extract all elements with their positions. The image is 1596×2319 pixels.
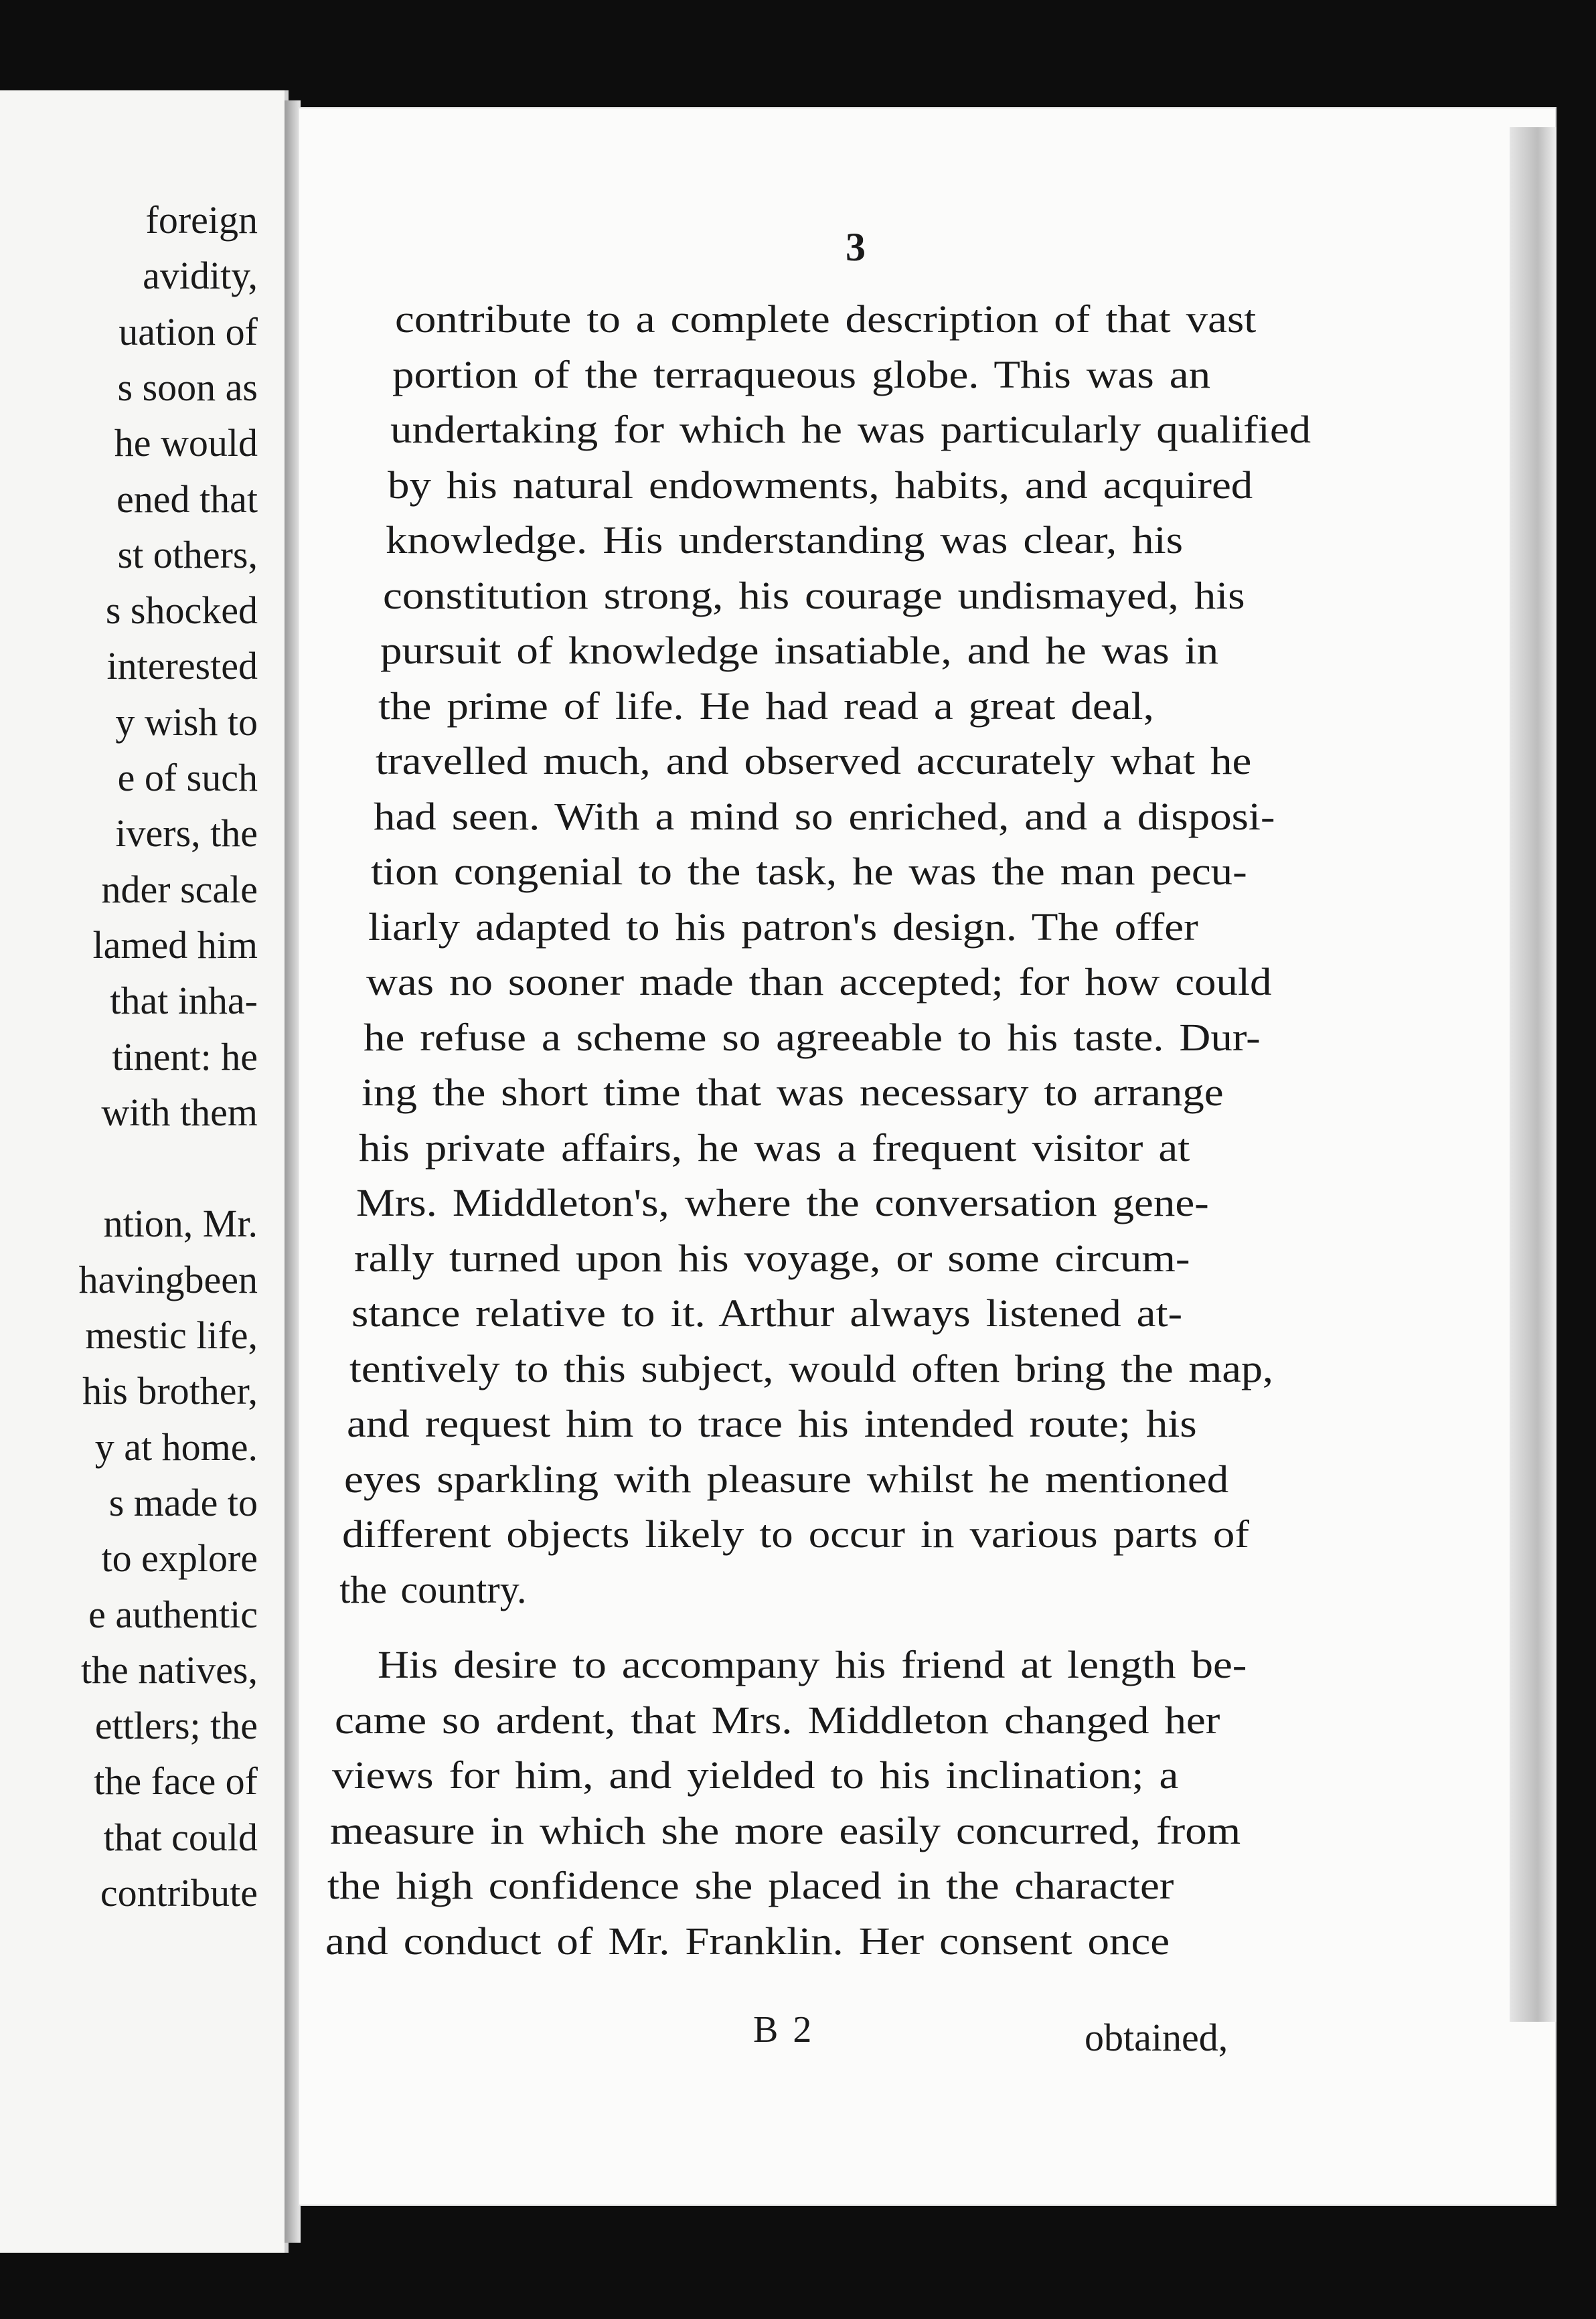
body-text-line: ing the short time that was necessary to arrange <box>361 1070 1224 1114</box>
left-text-line: e of such <box>117 756 258 799</box>
body-text-line: His desire to accompany his friend at length be- <box>377 1643 1247 1686</box>
left-text-line: ntion, Mr. <box>103 1202 258 1246</box>
body-text-line: he refuse a scheme so agreeable to his taste. Dur- <box>364 1015 1261 1059</box>
body-text-line: the high confidence she placed in the character <box>327 1864 1174 1907</box>
left-text-line: avidity, <box>143 254 258 298</box>
body-text-line: was no sooner made than accepted; for how could <box>366 960 1272 1004</box>
left-text-line: lamed him <box>92 923 258 967</box>
left-text-line: ivers, the <box>115 811 258 856</box>
left-text-line: mestic life, <box>85 1313 258 1357</box>
left-text-line: s made to <box>108 1480 258 1524</box>
body-text-line: had seen. With a mind so enriched, and a disposi- <box>373 794 1275 838</box>
left-text-line: the natives, <box>80 1648 258 1692</box>
left-text-line: the face of <box>94 1759 258 1804</box>
signature-mark: B 2 <box>753 2009 815 2051</box>
body-text-line: came so ardent, that Mrs. Middleton changed her <box>335 1698 1220 1742</box>
left-page <box>0 90 289 2253</box>
left-text-line: contribute <box>100 1871 258 1915</box>
left-text-line: s shocked <box>105 588 258 633</box>
left-text-line: ettlers; the <box>94 1704 258 1748</box>
left-text-line: e authentic <box>88 1592 258 1636</box>
catchword: obtained, <box>1085 2016 1228 2059</box>
left-text-line: s soon as <box>117 365 258 409</box>
body-text-line: portion of the terraqueous globe. This was an <box>392 352 1211 396</box>
body-text-line: and conduct of Mr. Franklin. Her consent once <box>325 1919 1170 1963</box>
body-text-line: Mrs. Middleton's, where the conversation gene- <box>356 1181 1210 1224</box>
left-text-line: y wish to <box>115 700 258 744</box>
body-text-line: undertaking for which he was particularly qualified <box>390 408 1311 451</box>
body-text-line: tentively to this subject, would often bring the map, <box>349 1346 1273 1390</box>
left-text-line: tinent: he <box>112 1034 258 1078</box>
left-text-line: ened that <box>116 477 258 521</box>
body-text-line: contribute to a complete description of that vast <box>395 297 1257 341</box>
body-text-line: constitution strong, his courage undismayed, his <box>383 573 1245 617</box>
body-text-line: eyes sparkling with pleasure whilst he mentioned <box>344 1457 1229 1501</box>
body-text-line: travelled much, and observed accurately what he <box>376 739 1252 783</box>
left-text-line: nder scale <box>101 867 258 911</box>
body-text-line: pursuit of knowledge insatiable, and he was in <box>380 629 1219 672</box>
body-text-line: and request him to trace his intended route; his <box>347 1402 1197 1445</box>
body-text-line: tion congenial to the task, he was the man pecu- <box>371 850 1247 893</box>
left-text-line: with them <box>101 1090 258 1134</box>
body-text-line: views for him, and yielded to his inclination; a <box>332 1753 1179 1797</box>
left-text-line: interested <box>106 644 258 688</box>
left-text-line: st others, <box>117 532 258 576</box>
body-text-line: measure in which she more easily concurred, from <box>329 1808 1241 1852</box>
left-text-line: havingbeen <box>78 1257 258 1301</box>
left-text-line: he would <box>114 421 258 465</box>
page-edge <box>1510 127 1557 2022</box>
body-text-line: different objects likely to occur in various parts of <box>341 1512 1249 1556</box>
left-text-line: to explore <box>101 1536 258 1581</box>
body-text-line: the prime of life. He had read a great deal, <box>378 684 1154 728</box>
body-text-line: the country. <box>339 1567 527 1611</box>
left-text-line: his brother, <box>82 1369 258 1413</box>
left-text-line: that inha- <box>110 979 258 1023</box>
body-text-line: knowledge. His understanding was clear, his <box>385 518 1183 562</box>
left-text-line: that could <box>103 1815 258 1859</box>
page-number: 3 <box>846 225 866 269</box>
left-text-line: foreign <box>145 198 258 242</box>
body-text-line: by his natural endowments, habits, and acquired <box>388 463 1253 507</box>
left-text-line: uation of <box>118 309 258 353</box>
body-text-line: his private affairs, he was a frequent visitor at <box>359 1125 1190 1170</box>
body-text-line: rally turned upon his voyage, or some circum- <box>353 1236 1190 1280</box>
body-text-line: stance relative to it. Arthur always listened at- <box>351 1291 1183 1335</box>
left-text-line: y at home. <box>94 1425 258 1469</box>
body-text-line: liarly adapted to his patron's design. The offer <box>368 904 1199 949</box>
